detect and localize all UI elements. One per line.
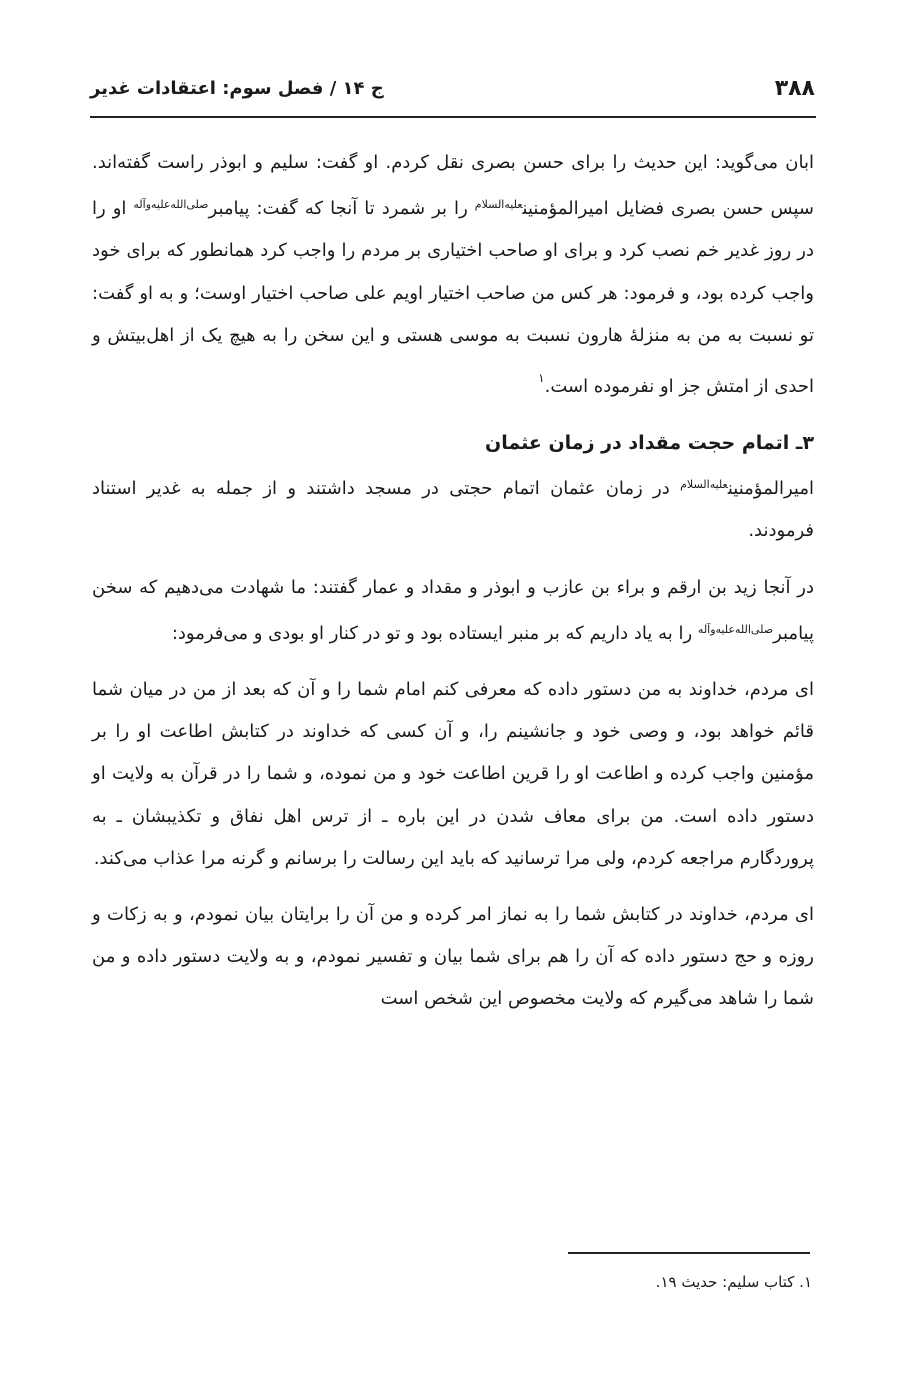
paragraph-5: ای مردم، خداوند در کتابش شما را به نماز امر کرده و من آن را برایتان بیان نمودم، و به زکات و روزه و حج دستور داده که آن را هم برای شما بیان و تفسیر نمودم، و به ولایت دستور داده و من شما را شاهد می‌گیرم که ولایت مخصوص این شخص است: [92, 904, 814, 1010]
section-heading: ۳ـ اتمام حجت مقداد در زمان عثمان: [485, 432, 814, 455]
footnote-rule: [568, 1252, 810, 1254]
paragraph-1: [92, 142, 814, 408]
paragraph-3: [92, 567, 814, 655]
paragraph-1-text: را بر شمرد تا آنجا که گفت: پیامبر: [208, 198, 475, 220]
page-header: [90, 68, 815, 108]
paragraph-2: [92, 464, 814, 552]
footnote-marker: ۱: [538, 371, 545, 386]
footnote: ۱. کتاب سلیم: حدیث ۱۹.: [655, 1273, 812, 1291]
paragraph-2-text: امیرالمؤمنین: [727, 478, 814, 500]
running-head: ج ۱۴ / فصل سوم: اعتقادات غدیر: [90, 77, 384, 99]
paragraph-1-text: ابان می‌گوید: این حدیث را برای حسن بصری نقل کردم. او گفت: سلیم و ابوذر راست گفته‌اند. سپس حسن بصری فضایل امیرالمؤمنین: [92, 152, 814, 220]
header-rule: [90, 116, 816, 118]
paragraph-4: ای مردم، خداوند به من دستور داده که معرفی کنم امام شما را و آن که بعد از من در میان شما قائم خواهد بود، و وصی خود و جانشینم را، و آن کسی که خداوند در کتابش اطاعت او را بر مؤمنین واجب کرده و اطاعت او را قرین اطاعت خود و من نموده، و شما را در قرآن به ولایت او دستور داده است. من برای معاف شدن در این باره ـ از ترس اهل نفاق و تکذیبشان ـ به پروردگارم مراجعه کردم، ولی مرا ترسانید که باید این رسالت را برسانم و گرنه مرا عذاب می‌کند.: [92, 679, 814, 869]
honorific-symbol: علیه‌السلام: [474, 198, 523, 212]
body-text: [92, 142, 814, 1021]
honorific-symbol: علیه‌السلام: [680, 478, 728, 492]
honorific-symbol: صلی‌الله‌علیه‌وآله: [697, 622, 774, 636]
paragraph-1-text: او را در روز غدیر خم نصب کرد و برای او صاحب اختیاری بر مردم را واجب کرد همانطور که برای خود واجب کرده بود، و فرمود: هر کس من صاحب اختیار اویم علی صاحب اختیار اوست؛ و به او گفت: تو نسبت به من به منزلهٔ هارون نسبت به موسی هستی و این سخن را به هیچ یک از اهل‌بیتش و احدی از امتش جز او نفرموده است.: [92, 198, 814, 398]
paragraph-3-text: را به یاد داریم که بر منبر ایستاده بود و تو در کنار او بودی و می‌فرمود:: [171, 622, 698, 644]
page-number: ۳۸۸: [774, 75, 815, 101]
honorific-symbol: صلی‌الله‌علیه‌وآله: [133, 198, 209, 212]
paragraph-2-text: در زمان عثمان اتمام حجتی در مسجد داشتند و از جمله به غدیر استناد فرمودند.: [92, 478, 814, 542]
paragraph-3-text: در آنجا زید بن ارقم و براء بن عازب و ابوذر و مقداد و عمار گفتند: ما شهادت می‌دهیم که سخن پیامبر: [92, 576, 814, 644]
